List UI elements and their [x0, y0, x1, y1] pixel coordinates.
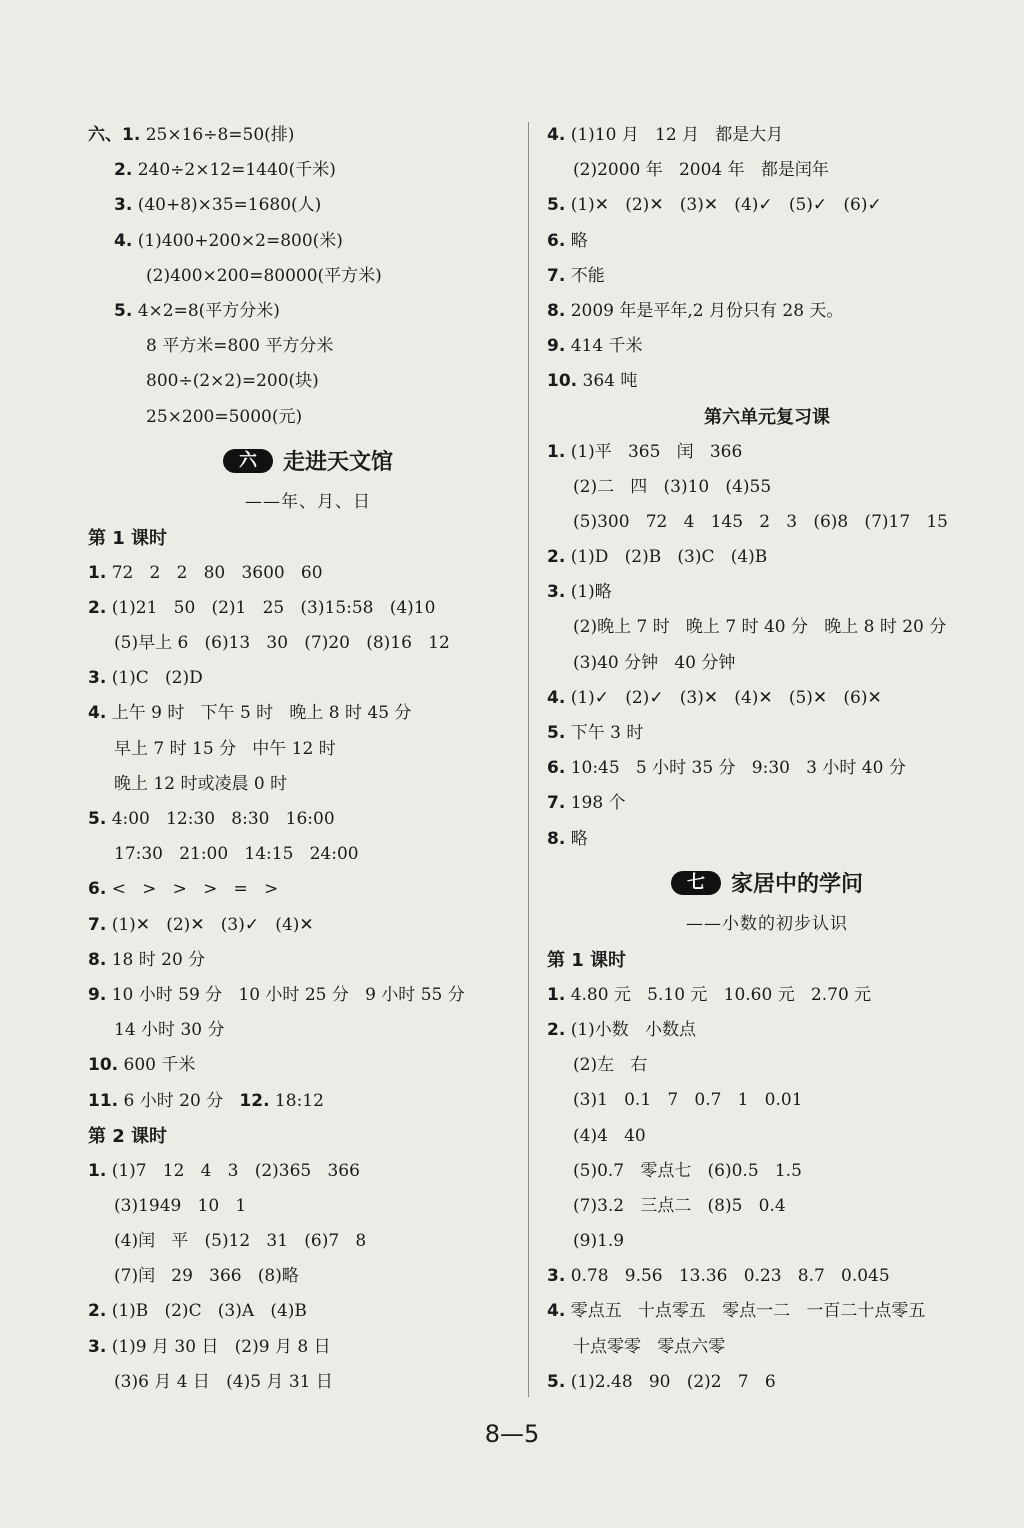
answer-line	[88, 1330, 528, 1365]
answer-line	[88, 661, 528, 696]
answer-text: (1)平 365 闰 366	[565, 441, 743, 462]
question-number: 4.	[547, 125, 566, 145]
answer-text: 8 平方米=800 平方分米	[146, 336, 334, 357]
answer-line	[547, 435, 987, 470]
answer-line	[547, 1048, 987, 1083]
answer-text: 25×16÷8=50(排)	[140, 125, 295, 145]
question-number: 2.	[88, 597, 107, 618]
answer-text: 4:00 12:30 8:30 16:00	[106, 809, 335, 829]
answer-text: (9)1.9	[573, 1231, 625, 1252]
column-divider	[528, 122, 529, 1397]
answer-text: 零点五 十点零五 零点一二 一百二十点零五	[565, 1301, 926, 1322]
answer-line	[88, 767, 528, 802]
unit-title: 家居中的学问	[730, 872, 863, 898]
answer-line	[547, 1013, 987, 1048]
answer-text: (7)闰 29 366 (8)略	[114, 1266, 299, 1287]
answer-line	[88, 732, 528, 767]
answer-text: (7)3.2 三点二 (8)5 0.4	[573, 1195, 786, 1216]
answer-text: 4×2=8(平方分米)	[132, 300, 280, 321]
answer-text: 10:45 5 小时 35 分 9:30 3 小时 40 分	[565, 758, 906, 779]
answer-line	[547, 540, 987, 575]
answer-text: 10 小时 59 分 10 小时 25 分 9 小时 55 分	[106, 984, 465, 1005]
answer-line	[88, 1365, 528, 1400]
answer-line	[88, 1259, 528, 1294]
answer-line	[88, 591, 528, 626]
answer-text: (1)✓ (2)✓ (3)✕ (4)✕ (5)✕ (6)✕	[565, 687, 882, 708]
answer-text: (3)6 月 4 日 (4)5 月 31 日	[114, 1371, 333, 1392]
answer-line	[88, 224, 528, 259]
answer-line	[88, 1189, 528, 1224]
answer-text: (5)0.7 零点七 (6)0.5 1.5	[573, 1160, 802, 1181]
question-number: 3.	[114, 195, 133, 216]
lesson-title: 第 1 课时	[88, 527, 168, 549]
lesson-one-answers	[547, 978, 987, 1400]
answer-text: (3)1 0.1 7 0.7 1 0.01	[573, 1090, 803, 1111]
unit-title: 走进天文馆	[282, 450, 393, 476]
answer-line	[547, 575, 987, 610]
answer-line	[547, 1224, 987, 1259]
unit-subtitle: ——年、月、日	[245, 491, 371, 512]
question-number: 6.	[547, 230, 566, 251]
answer-line	[547, 681, 987, 716]
answer-text: 6 小时 20 分	[118, 1090, 240, 1111]
review-answers	[547, 435, 987, 857]
answer-text: (1)✕ (2)✕ (3)✓ (4)✕	[106, 914, 314, 935]
lesson-title: 第 2 课时	[88, 1125, 168, 1147]
answer-line	[88, 556, 528, 591]
question-number: 1.	[88, 1160, 107, 1181]
answer-text: 下午 3 时	[565, 723, 644, 743]
answer-line	[88, 978, 528, 1013]
answer-text: (1)10 月 12 月 都是大月	[565, 125, 784, 145]
answer-line	[88, 696, 528, 731]
question-number: 10.	[547, 371, 578, 392]
answer-line	[88, 1294, 528, 1329]
answer-text: (1)7 12 4 3 (2)365 366	[106, 1160, 360, 1181]
answer-line	[88, 802, 528, 837]
answer-line	[88, 1048, 528, 1083]
answer-text: 0.78 9.56 13.36 0.23 8.7 0.045	[565, 1266, 890, 1287]
question-number: 8.	[88, 949, 107, 970]
answer-text: (40+8)×35=1680(人)	[132, 195, 322, 216]
answer-text: (2)二 四 (3)10 (4)55	[573, 476, 772, 497]
answer-line	[88, 1224, 528, 1259]
unit-badge: 七	[671, 871, 721, 895]
answer-text: 晚上 12 时或凌晨 0 时	[114, 773, 288, 794]
answer-line	[547, 1259, 987, 1294]
answer-text: (1)21 50 (2)1 25 (3)15:58 (4)10	[106, 597, 436, 618]
answer-line	[88, 259, 528, 294]
question-number: 5.	[547, 1371, 566, 1392]
unit-seven-header	[547, 861, 987, 905]
lesson-title: 第 1 课时	[547, 949, 627, 971]
answer-line	[88, 1013, 528, 1048]
answer-line	[88, 118, 528, 153]
review-title: 第六单元复习课	[704, 406, 830, 428]
answer-text: (4)4 40	[573, 1125, 646, 1146]
answer-line	[88, 908, 528, 943]
answer-text: 414 千米	[565, 336, 643, 357]
answer-line	[547, 1330, 987, 1365]
answer-line	[547, 978, 987, 1013]
answer-text: 198 个	[565, 793, 626, 814]
answer-text: (1)D (2)B (3)C (4)B	[565, 547, 768, 568]
answer-text: 上午 9 时 下午 5 时 晚上 8 时 45 分	[106, 703, 412, 724]
answer-text: 4.80 元 5.10 元 10.60 元 2.70 元	[565, 984, 872, 1005]
answer-line	[88, 153, 528, 188]
answer-line	[88, 1084, 528, 1119]
lesson-two-answers	[88, 1154, 528, 1400]
question-number: 7.	[547, 265, 566, 286]
question-number: 3.	[547, 582, 566, 603]
question-number: 6.	[547, 758, 566, 779]
answer-text: (3)40 分钟 40 分钟	[573, 652, 736, 673]
answer-line	[547, 822, 987, 857]
question-number: 六、1.	[88, 125, 141, 145]
question-number: 5.	[547, 723, 566, 743]
question-number: 5.	[114, 300, 133, 321]
answer-text: 略	[565, 828, 588, 849]
answer-line	[547, 329, 987, 364]
answer-line	[547, 118, 987, 153]
answer-line	[88, 294, 528, 329]
question-number: 10.	[88, 1055, 119, 1076]
question-number: 3.	[88, 1336, 107, 1357]
answer-text: 240÷2×12=1440(千米)	[132, 160, 336, 181]
answer-line	[88, 329, 528, 364]
question-number: 4.	[88, 703, 107, 724]
answer-line	[547, 364, 987, 399]
answer-text: 2009 年是平年,2 月份只有 28 天。	[565, 300, 844, 321]
answer-line	[547, 646, 987, 681]
question-number: 4.	[547, 687, 566, 708]
question-number: 2.	[114, 160, 133, 181]
question-number: 4.	[547, 1301, 566, 1322]
answer-line	[547, 153, 987, 188]
answer-text: (5)300 72 4 145 2 3 (6)8 (7)17 15	[573, 511, 948, 532]
question-number: 1.	[547, 984, 566, 1005]
unit-subtitle: ——小数的初步认识	[686, 913, 848, 934]
answer-text: (1)400+200×2=800(米)	[132, 230, 343, 251]
answer-line	[547, 188, 987, 223]
answer-line	[547, 470, 987, 505]
page-number: 8—5	[484, 1420, 540, 1448]
answer-text: (3)1949 10 1	[114, 1195, 247, 1216]
answer-text: (2)400×200=80000(平方米)	[146, 265, 382, 286]
answer-text: 72 2 2 80 3600 60	[106, 562, 323, 583]
answer-line	[547, 224, 987, 259]
question-number: 9.	[88, 984, 107, 1005]
question-number: 5.	[547, 195, 566, 216]
answer-text: (4)闰 平 (5)12 31 (6)7 8	[114, 1231, 367, 1252]
question-number: 3.	[88, 668, 107, 689]
answer-text: 600 千米	[118, 1055, 196, 1076]
answer-line	[547, 751, 987, 786]
question-number: 4.	[114, 230, 133, 251]
answer-line	[547, 1189, 987, 1224]
answer-text: (1)C (2)D	[106, 668, 203, 689]
question-number: 11.	[88, 1090, 119, 1111]
question-number: 7.	[547, 793, 566, 814]
question-number: 1.	[88, 562, 107, 583]
answer-text: < > > > = >	[106, 879, 279, 900]
question-number: 12.	[239, 1090, 270, 1111]
answer-text: 十点零零 零点六零	[573, 1336, 726, 1357]
right-column	[547, 118, 987, 1400]
answer-text: 略	[565, 230, 588, 251]
answer-line	[547, 786, 987, 821]
question-number: 8.	[547, 828, 566, 849]
answer-line	[88, 364, 528, 399]
question-number: 1.	[547, 441, 566, 462]
question-number: 8.	[547, 300, 566, 321]
question-number: 6.	[88, 879, 107, 900]
question-number: 3.	[547, 1266, 566, 1287]
continued-answers	[547, 118, 987, 400]
answer-text: (2)2000 年 2004 年 都是闰年	[573, 160, 829, 181]
answer-line	[547, 1154, 987, 1189]
answer-text: 18:12	[269, 1090, 324, 1111]
answer-line	[547, 294, 987, 329]
answer-line	[88, 188, 528, 223]
answer-text: 800÷(2×2)=200(块)	[146, 371, 319, 392]
question-number: 2.	[547, 547, 566, 568]
answer-text: 25×200=5000(元)	[146, 406, 303, 427]
answer-text: 17:30 21:00 14:15 24:00	[114, 844, 359, 865]
answer-line	[88, 626, 528, 661]
answer-line	[88, 943, 528, 978]
left-column	[88, 118, 528, 1400]
answer-line	[88, 1154, 528, 1189]
question-number: 2.	[88, 1301, 107, 1322]
question-number: 5.	[88, 809, 107, 829]
answer-text: 不能	[565, 265, 605, 286]
answer-text: (1)9 月 30 日 (2)9 月 8 日	[106, 1336, 331, 1357]
question-number: 9.	[547, 336, 566, 357]
answer-line	[547, 1119, 987, 1154]
answer-line	[547, 259, 987, 294]
answer-text: (1)B (2)C (3)A (4)B	[106, 1301, 307, 1322]
answer-text: (1)2.48 90 (2)2 7 6	[565, 1371, 776, 1392]
answer-line	[547, 1294, 987, 1329]
answer-line	[547, 1365, 987, 1400]
answer-text: 早上 7 时 15 分 中午 12 时	[114, 738, 336, 759]
question-number: 2.	[547, 1019, 566, 1040]
answer-text: 14 小时 30 分	[114, 1020, 225, 1041]
lesson-one-answers	[88, 556, 528, 1119]
answer-line	[547, 505, 987, 540]
question-number: 7.	[88, 914, 107, 935]
answer-text: (2)晚上 7 时 晚上 7 时 40 分 晚上 8 时 20 分	[573, 617, 947, 638]
answer-line	[547, 716, 987, 751]
answer-line	[88, 837, 528, 872]
answer-text: (1)略	[565, 582, 612, 603]
section-six-answers	[88, 118, 528, 435]
answer-text: 18 时 20 分	[106, 949, 206, 970]
answer-text: 364 吨	[577, 371, 638, 392]
unit-six-header	[88, 439, 528, 483]
answer-text: (1)✕ (2)✕ (3)✕ (4)✓ (5)✓ (6)✓	[565, 195, 882, 216]
answer-line	[547, 1083, 987, 1118]
unit-badge: 六	[223, 449, 273, 473]
answer-line	[88, 400, 528, 435]
answer-text: (2)左 右	[573, 1055, 648, 1076]
answer-text: (5)早上 6 (6)13 30 (7)20 (8)16 12	[114, 633, 450, 654]
answer-line	[88, 872, 528, 907]
answer-text: (1)小数 小数点	[565, 1019, 696, 1040]
answer-line	[547, 610, 987, 645]
